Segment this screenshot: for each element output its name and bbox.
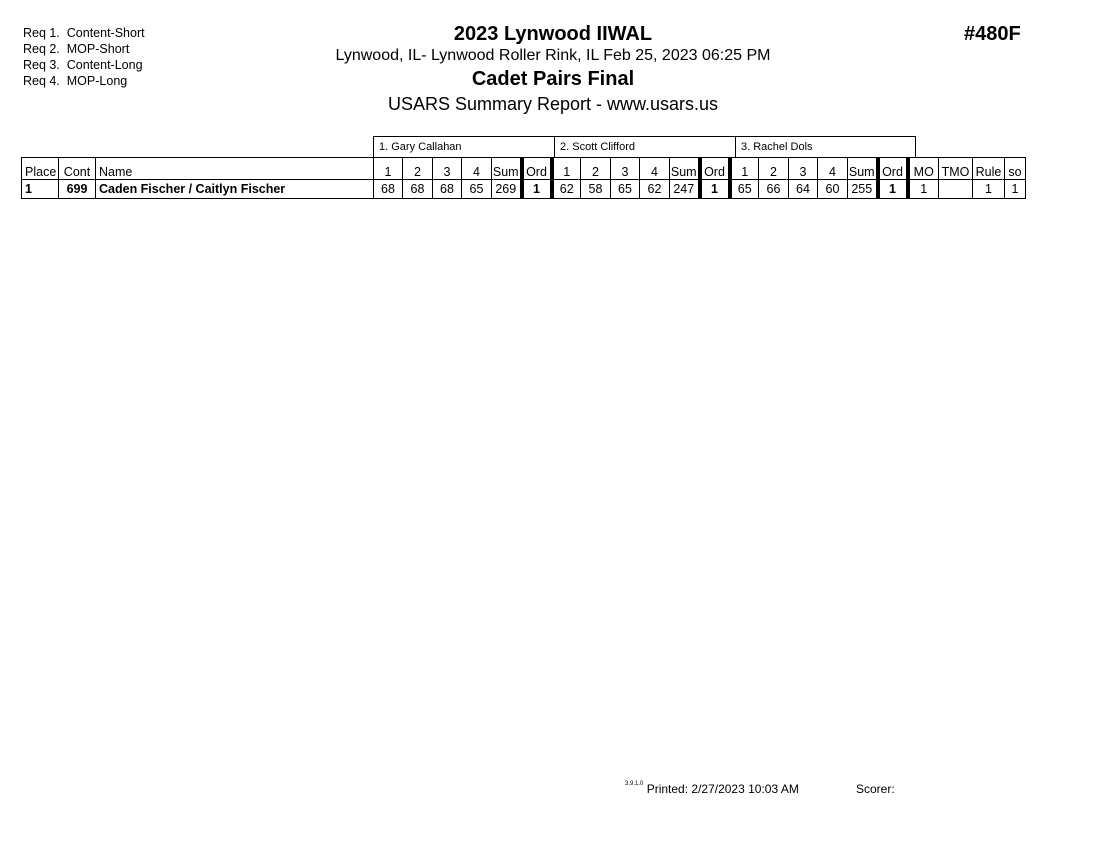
col-j3-s3: 3 [789,158,818,180]
event-number: #480F [964,23,1021,45]
cell-j3-s3: 64 [789,180,818,199]
cell-j1-s4: 65 [462,180,492,199]
cell-j1-s1: 68 [374,180,403,199]
col-rule: Rule [973,158,1005,180]
requirement-item: Req 2. MOP-Short [23,42,130,56]
col-cont: Cont [59,158,96,180]
cell-cont: 699 [59,180,96,199]
col-so: so [1005,158,1026,180]
cell-j3-s4: 60 [818,180,848,199]
results-table [21,157,1026,199]
cell-j3-s2: 66 [759,180,789,199]
cell-j1-ord: 1 [522,180,552,199]
competition-location: Lynwood, IL- Lynwood Roller Rink, IL Feb 25, 2023 06:25 PM [335,47,771,64]
cell-j2-sum: 247 [670,180,700,199]
col-j2-sum: Sum [670,158,700,180]
col-j2-s1: 1 [552,158,581,180]
col-j1-s4: 4 [462,158,492,180]
col-j2-s3: 3 [611,158,640,180]
col-j1-sum: Sum [492,158,522,180]
col-j1-s2: 2 [403,158,433,180]
col-mo: MO [908,158,939,180]
requirement-item: Req 1. Content-Short [23,26,145,40]
cell-rule: 1 [973,180,1005,199]
col-j3-s1: 1 [730,158,759,180]
event-name: Cadet Pairs Final [471,68,635,90]
col-j1-s3: 3 [433,158,462,180]
report-subtitle: USARS Summary Report - www.usars.us [387,94,719,114]
col-j3-ord: Ord [878,158,908,180]
table-header-row [22,158,1026,180]
col-j2-s2: 2 [581,158,611,180]
cell-place: 1 [22,180,59,199]
col-tmo: TMO [939,158,973,180]
cell-so: 1 [1005,180,1026,199]
cell-j3-ord: 1 [878,180,908,199]
cell-j2-ord: 1 [700,180,730,199]
judge-header-2: 2. Scott Clifford [554,136,736,157]
cell-tmo [939,180,973,199]
table-row [22,180,1026,199]
cell-j1-s3: 68 [433,180,462,199]
judge-header-1: 1. Gary Callahan [373,136,555,157]
competition-title: 2023 Lynwood IIWAL [453,23,653,45]
col-j3-s2: 2 [759,158,789,180]
cell-mo: 1 [908,180,939,199]
col-place: Place [22,158,59,180]
cell-j1-s2: 68 [403,180,433,199]
requirement-item: Req 4. MOP-Long [23,74,128,88]
scorer-label: Scorer: [856,782,895,796]
col-j1-s1: 1 [374,158,403,180]
cell-j2-s2: 58 [581,180,611,199]
cell-j1-sum: 269 [492,180,522,199]
cell-j3-s1: 65 [730,180,759,199]
software-version: 3.9.1.0 [625,781,644,787]
col-name: Name [96,158,374,180]
printed-info [625,782,799,796]
col-j2-ord: Ord [700,158,730,180]
report-header [300,22,806,115]
cell-j2-s4: 62 [640,180,670,199]
printed-timestamp: Printed: 2/27/2023 10:03 AM [646,782,799,796]
col-j3-s4: 4 [818,158,848,180]
col-j2-s4: 4 [640,158,670,180]
cell-j2-s1: 62 [552,180,581,199]
col-j3-sum: Sum [848,158,878,180]
cell-j2-s3: 65 [611,180,640,199]
cell-name: Caden Fischer / Caitlyn Fischer [96,180,374,199]
requirement-item: Req 3. Content-Long [23,58,143,72]
col-j1-ord: Ord [522,158,552,180]
cell-j3-sum: 255 [848,180,878,199]
judge-header-3: 3. Rachel Dols [735,136,916,157]
requirements-list [23,25,145,89]
